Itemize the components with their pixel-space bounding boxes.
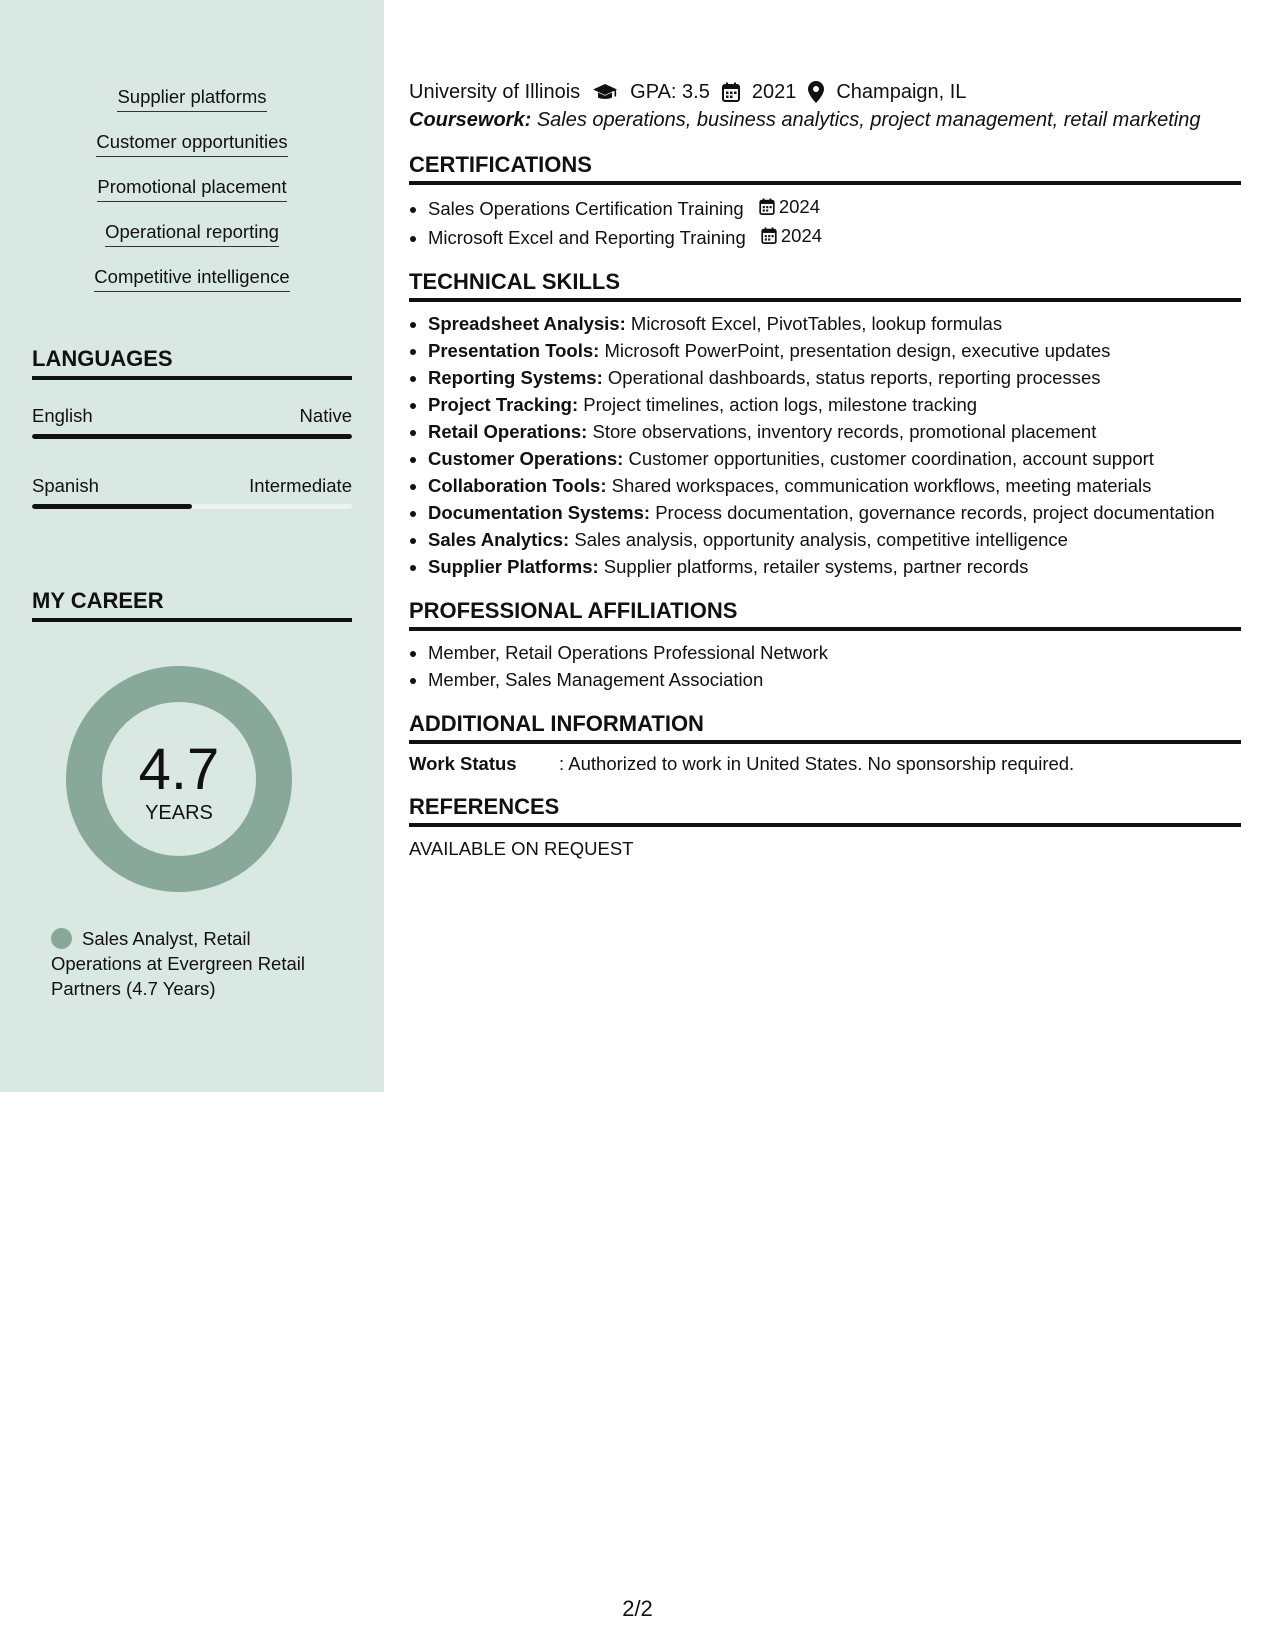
skill-tag: Promotional placement	[97, 176, 286, 202]
language-name: Spanish	[32, 475, 99, 496]
skill-text: Operational dashboards, status reports, reporting processes	[607, 367, 1101, 388]
skill-text: Microsoft PowerPoint, presentation design, executive updates	[604, 340, 1111, 361]
certifications-list	[409, 193, 1241, 251]
certification-year: 2024	[778, 196, 820, 217]
skill-tag: Supplier platforms	[117, 86, 266, 112]
skill-text: Supplier platforms, retailer systems, partner records	[603, 556, 1029, 577]
skill-label: Project Tracking:	[428, 394, 579, 415]
graduation-year: 2021	[751, 81, 797, 103]
list-item: • Member, Sales Management Association	[428, 666, 1241, 693]
language-row-spanish	[32, 475, 352, 497]
list-item	[428, 337, 1241, 364]
affiliations-heading: PROFESSIONAL AFFILIATIONS	[409, 598, 1241, 631]
coursework-text: Sales operations, business analytics, project management, retail marketing	[536, 109, 1201, 131]
language-bar-fill	[32, 434, 352, 439]
language-name: English	[32, 405, 93, 426]
main-content	[409, 78, 1241, 861]
career-heading: MY CAREER	[32, 588, 352, 622]
career-donut-chart	[66, 666, 292, 892]
school-name: University of Illinois	[409, 81, 581, 103]
list-item	[428, 418, 1241, 445]
career-total: 4.7	[138, 737, 220, 802]
location-pin-icon	[808, 81, 824, 103]
list-item	[428, 222, 1241, 251]
list-item	[428, 193, 1241, 222]
calendar-icon	[722, 82, 740, 102]
certifications-heading: CERTIFICATIONS	[409, 152, 1241, 185]
list-item	[428, 391, 1241, 418]
career-unit: YEARS	[145, 802, 213, 824]
work-status-row	[409, 752, 1241, 776]
list-item	[428, 499, 1241, 526]
skill-label: Reporting Systems:	[428, 367, 603, 388]
graduation-cap-icon	[592, 82, 618, 102]
skill-label: Sales Analytics:	[428, 529, 570, 550]
technical-skills-list	[409, 310, 1241, 580]
list-item: • Member, Retail Operations Professional Network	[428, 639, 1241, 666]
skill-label: Retail Operations:	[428, 421, 588, 442]
certification-name: Sales Operations Certification Training	[428, 198, 744, 219]
career-legend	[51, 926, 321, 1001]
skill-tags	[0, 86, 384, 311]
certification-year: 2024	[780, 225, 823, 246]
skill-text: Process documentation, governance records, project documentation	[655, 502, 1215, 523]
work-status-value: : Authorized to work in United States. No sponsorship required.	[559, 753, 1075, 774]
skill-label: Documentation Systems:	[428, 502, 651, 523]
list-item	[428, 310, 1241, 337]
skill-text: Shared workspaces, communication workflows, meeting materials	[611, 475, 1152, 496]
language-level: Intermediate	[249, 475, 352, 496]
coursework	[409, 106, 1241, 134]
list-item	[428, 553, 1241, 580]
list-item	[428, 445, 1241, 472]
skill-tag: Competitive intelligence	[94, 266, 289, 292]
additional-info-heading: ADDITIONAL INFORMATION	[409, 711, 1241, 744]
skill-label: Presentation Tools:	[428, 340, 600, 361]
skill-label: Collaboration Tools:	[428, 475, 607, 496]
skill-text: Store observations, inventory records, promotional placement	[592, 421, 1097, 442]
skill-text: Customer opportunities, customer coordination, account support	[628, 448, 1154, 469]
page-number: 2/2	[622, 1596, 653, 1621]
skill-text: Microsoft Excel, PivotTables, lookup formulas	[630, 313, 1003, 334]
skill-label: Customer Operations:	[428, 448, 624, 469]
language-bar-spanish	[32, 504, 352, 509]
language-row-english	[32, 405, 352, 427]
technical-skills-heading: TECHNICAL SKILLS	[409, 269, 1241, 302]
calendar-icon	[761, 227, 777, 244]
language-bar-english	[32, 434, 352, 439]
skill-label: Supplier Platforms:	[428, 556, 599, 577]
sidebar	[0, 0, 384, 1092]
list-item	[428, 472, 1241, 499]
calendar-icon	[759, 198, 775, 215]
gpa: GPA: 3.5	[630, 81, 710, 103]
certification-name: Microsoft Excel and Reporting Training	[428, 227, 746, 248]
legend-dot-icon	[51, 928, 72, 949]
coursework-label: Coursework:	[409, 109, 532, 131]
skill-label: Spreadsheet Analysis:	[428, 313, 626, 334]
list-item	[428, 364, 1241, 391]
location: Champaign, IL	[836, 81, 967, 103]
education-line	[409, 78, 1241, 106]
references-text: AVAILABLE ON REQUEST	[409, 838, 634, 859]
skill-text: Project timelines, action logs, milestone tracking	[583, 394, 978, 415]
skill-tag: Operational reporting	[105, 221, 279, 247]
work-status-label: Work Status	[409, 753, 517, 774]
references-heading: REFERENCES	[409, 794, 1241, 827]
language-level: Native	[299, 405, 352, 426]
affiliations-list	[409, 639, 1241, 693]
skill-text: Sales analysis, opportunity analysis, competitive intelligence	[574, 529, 1068, 550]
career-legend-text: Sales Analyst, Retail Operations at Evergreen Retail Partners (4.7 Years)	[51, 928, 305, 999]
language-bar-fill	[32, 504, 192, 509]
skill-tag: Customer opportunities	[96, 131, 287, 157]
languages-heading: LANGUAGES	[32, 346, 352, 380]
list-item	[428, 526, 1241, 553]
